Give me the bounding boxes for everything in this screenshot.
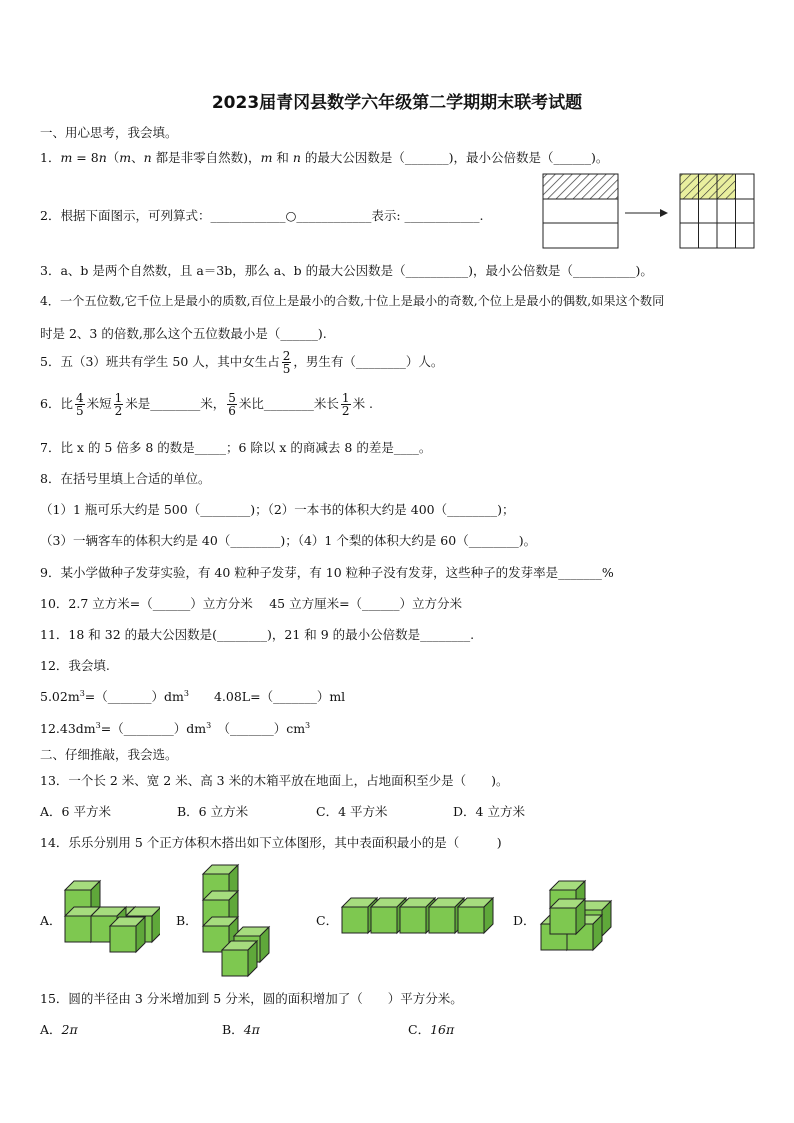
arrow: [625, 209, 668, 217]
cube-face: [550, 908, 576, 934]
question-3: 3．a、b 是两个自然数，且 a＝3b，那么 a、b 的最大公因数是（__________)，最小公倍数是（__________)。: [40, 263, 653, 278]
question-4-line-1: 4．一个五位数,它千位上是最小的质数,百位上是最小的合数,十位上是最小的奇数,个位上是最小的偶数,如果这个数同: [40, 294, 665, 308]
cube-face: [110, 926, 136, 952]
cube-face: [65, 916, 91, 942]
option-13-a[interactable]: A．6 平方米: [40, 804, 111, 819]
section-heading-2: 二、仔细推敲，我会选。: [40, 747, 178, 762]
option-13-b[interactable]: B．6 立方米: [177, 804, 249, 819]
question-4-line-2: 时是 2、3 的倍数,那么这个五位数最小是（______).: [40, 326, 327, 341]
question-12: 12．我会填.: [40, 658, 110, 673]
option-14-a[interactable]: A．: [40, 913, 62, 928]
cube-face: [429, 907, 455, 933]
question-13: 13．一个长 2 米、宽 2 米、高 3 米的木箱平放在地面上，占地面积至少是（ )。: [40, 773, 509, 788]
option-14-c[interactable]: C．: [316, 913, 339, 928]
question-10: 10．2.7 立方米=（______）立方分米 45 立方厘米=（______）立方分米: [40, 596, 463, 611]
cube-face: [342, 907, 368, 933]
question-7: 7．比 x 的 5 倍多 8 的数是_____；6 除以 x 的商减去 8 的差是____。: [40, 440, 432, 455]
left-rectangle: [543, 174, 618, 248]
question-8-line-1: （1）1 瓶可乐大约是 500（________)；（2）一本书的体积大约是 400（________)；: [40, 502, 515, 517]
option-14-d[interactable]: D．: [513, 913, 536, 928]
section-heading-1: 一、用心思考，我会填。: [40, 125, 178, 140]
cube-figure-c: [338, 893, 498, 943]
fraction-diagram: [540, 172, 760, 252]
question-15: 15．圆的半径由 3 分米增加到 5 分米，圆的面积增加了（ ）平方分米。: [40, 991, 463, 1006]
question-12-line-1: $5.02m^3=(\_\_\_\_\_\_\_)dm^3$ 4.08L=（_______）ml: [40, 688, 346, 704]
question-12-line-2: $12.43dm^3=(\_\_\_\_\_\_\_\_)dm^3$ $(\_\_\_\_\_\_\_)cm^3$: [40, 720, 311, 736]
question-8-line-2: （3）一辆客车的体积大约是 40（________)；（4）1 个梨的体积大约是 60（________)。: [40, 533, 537, 548]
option-15-b[interactable]: B．4π: [222, 1022, 260, 1037]
question-1: 1．m = 8n（m、n 都是非零自然数)，m 和 n 的最大公因数是（_______)，最小公倍数是（______)。: [40, 150, 609, 165]
question-8: 8．在括号里填上合适的单位。: [40, 471, 211, 486]
cube-face: [400, 907, 426, 933]
cube-figure-d: [536, 876, 620, 956]
cube-face: [458, 907, 484, 933]
question-9: 9．某小学做种子发芽实验，有 40 粒种子发芽，有 10 粒种子没有发芽，这些种子的发芽率是_______%: [40, 565, 614, 580]
option-13-c[interactable]: C．4 平方米: [316, 804, 388, 819]
question-2: 2．根据下面图示，可列算式：____________○____________表示: ____________.: [40, 208, 484, 223]
question-5: 5．五（3）班共有学生 50 人，其中女生占 $\frac{2}{5}$ ，男生有（________）人。: [40, 349, 444, 376]
option-15-c[interactable]: C．16π: [408, 1022, 455, 1037]
question-6: 6．比 $\frac{4}{5}$ 米短 $\frac{1}{2}$ 米是________米， $\frac{5}{6}$ 米比________米长 $\frac{1}{2}$ 米 .: [40, 391, 374, 418]
cube-figure-b: [198, 860, 278, 980]
cube-face: [222, 950, 248, 976]
question-11: 11．18 和 32 的最大公因数是(________)，21 和 9 的最小公倍数是________.: [40, 627, 475, 642]
page-title: 2023届青冈县数学六年级第二学期期末联考试题: [211, 93, 583, 113]
question-14: 14．乐乐分别用 5 个正方体积木搭出如下立体图形，其中表面积最小的是（ ): [40, 835, 502, 850]
cube-face: [371, 907, 397, 933]
option-14-b[interactable]: B．: [176, 913, 198, 928]
cube-figure-a: [60, 878, 160, 958]
option-15-a[interactable]: A．2π: [40, 1022, 78, 1037]
right-grid: [680, 174, 754, 248]
option-13-d[interactable]: D．4 立方米: [453, 804, 525, 819]
